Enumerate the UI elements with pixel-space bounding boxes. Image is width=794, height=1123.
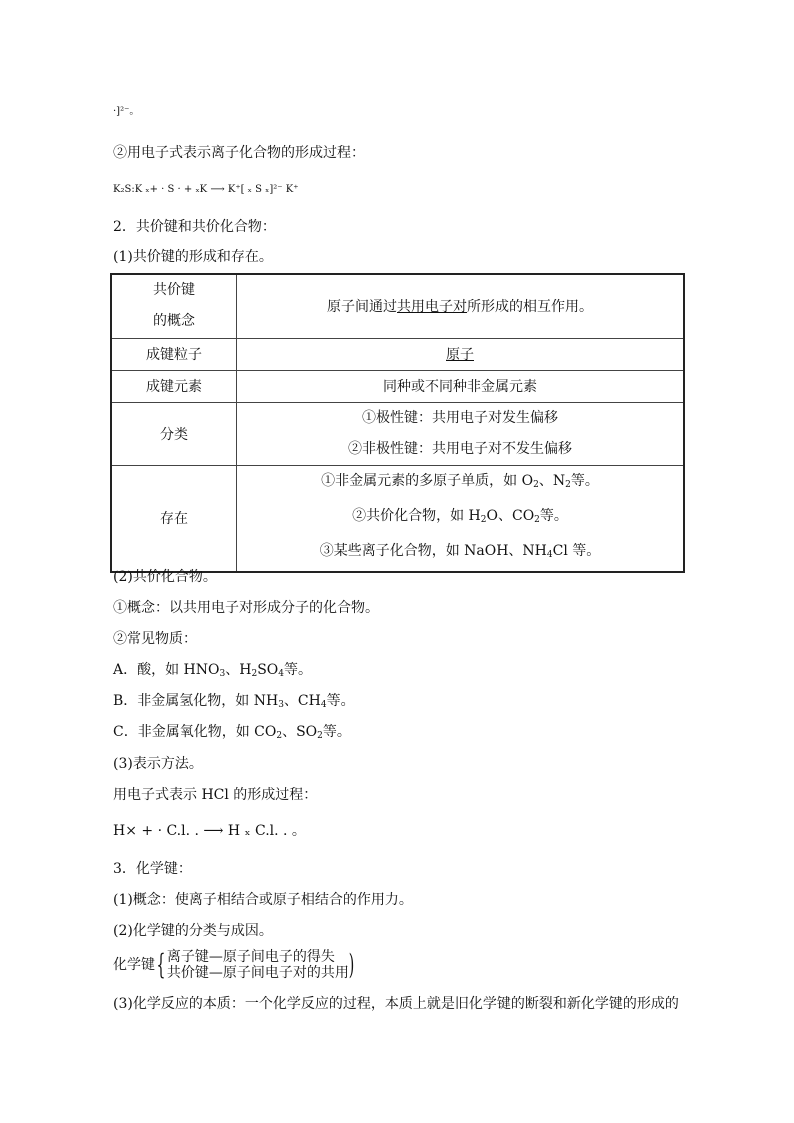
cell-text: 的概念: [153, 313, 195, 330]
bond-types: [167, 949, 349, 981]
cell-text: ①极性键：共用电子对发生偏移: [362, 409, 558, 426]
cell-text: ①非金属元素的多原子单质，如 $O_2$、$N_2$等。: [321, 472, 599, 490]
table-row: [111, 465, 684, 572]
text-line: (1)概念：使离子相结合或原子相结合的作用力。: [113, 892, 413, 908]
k2s-equation: K₂S:K ₓ+ · S · + ₓK ⟶ K⁺[ ₓ S ₓ]²⁻ K⁺: [113, 184, 299, 195]
table-row: [111, 402, 684, 465]
table-cell-value: [237, 465, 685, 572]
text-line: (3)化学反应的本质：一个化学反应的过程，本质上就是旧化学键的断裂和新化学键的形成的: [113, 996, 679, 1012]
section-heading: 2．共价键和共价化合物：: [113, 219, 276, 235]
table-cell-label: 分类: [111, 402, 237, 465]
sub-heading: (2)共价化合物。: [113, 569, 217, 585]
table-cell-label: 成键粒子: [111, 338, 237, 370]
section-heading: 3．化学键：: [113, 861, 192, 877]
bond-classification: [113, 948, 354, 982]
table-row: [111, 274, 684, 338]
table-cell-value: [237, 338, 685, 370]
underlined-term: 原子: [446, 347, 474, 363]
list-item: C．非金属氧化物，如 $CO_2$、$SO_2$等。: [113, 724, 351, 741]
sub-heading: (3)表示方法。: [113, 756, 203, 772]
text-line: 用电子式表示 HCl 的形成过程：: [113, 787, 318, 803]
table-cell-label: [111, 274, 237, 338]
table-row: [111, 338, 684, 370]
left-brace-icon: {: [156, 948, 166, 981]
cell-text: ②非极性键：共用电子对不发生偏移: [348, 440, 572, 457]
list-item: A．酸，如 $HNO_3$、$H_2SO_4$等。: [113, 662, 312, 679]
bond-ionic: 离子键—原子间电子的得失: [166, 949, 335, 965]
cell-text: ②共价化合物，如 $H_2O$、$CO_2$等。: [352, 507, 568, 525]
bond-covalent: 共价键—原子间电子对的共用: [166, 965, 349, 981]
table-cell-value: [237, 274, 685, 338]
table-row: [111, 370, 684, 402]
underlined-term: 共用电子对: [397, 299, 467, 316]
sub-heading: (1)共价键的形成和存在。: [113, 249, 273, 265]
bond-label: 化学键: [113, 957, 155, 973]
text-line: ②用电子式表示离子化合物的形成过程：: [113, 145, 365, 161]
sub-heading: (2)化学键的分类与成因。: [113, 923, 273, 939]
cell-text: 所形成的相互作用。: [467, 299, 593, 316]
table-cell-value: [237, 402, 685, 465]
cell-text: 共价键: [153, 282, 195, 299]
hcl-equation: H× + · C.l. . ⟶ H ₓ C.l. . 。: [113, 823, 306, 839]
right-paren-icon: ): [348, 948, 355, 981]
fragment-top: ·]²⁻。: [113, 106, 140, 117]
table-cell-value: 同种或不同种非金属元素: [237, 370, 685, 402]
cell-text: 原子间通过: [327, 299, 397, 316]
cell-text: ③某些离子化合物，如 NaOH、$NH_4Cl$ 等。: [319, 542, 601, 560]
table-cell-label: 成键元素: [111, 370, 237, 402]
covalent-bond-table: [110, 273, 685, 573]
list-item: B．非金属氢化物，如 $NH_3$、$CH_4$等。: [113, 693, 355, 710]
text-line: ①概念：以共用电子对形成分子的化合物。: [113, 600, 379, 616]
table-cell-label: 存在: [111, 465, 237, 572]
text-line: ②常见物质：: [113, 631, 197, 647]
